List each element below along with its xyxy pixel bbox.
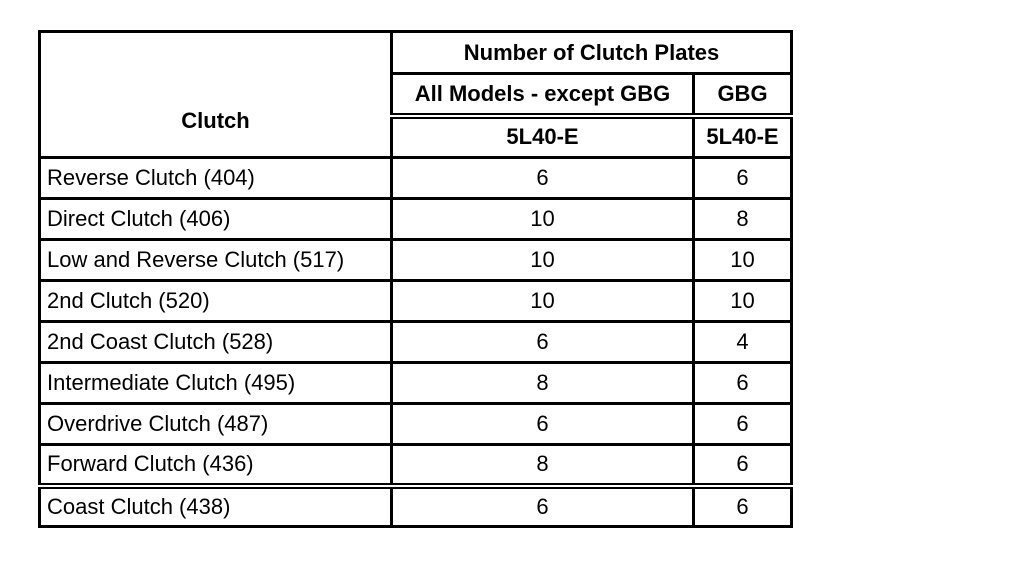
table-row (40, 404, 792, 445)
table-row (40, 445, 792, 486)
clutch-name-cell: Intermediate Clutch (495) (40, 363, 392, 404)
clutch-name-cell: Coast Clutch (438) (40, 486, 392, 527)
clutch-name-cell: Low and Reverse Clutch (517) (40, 240, 392, 281)
table-row (40, 322, 792, 363)
clutch-plates-table (38, 30, 793, 528)
all-models-value-cell: 10 (392, 199, 694, 240)
all-models-transmission-header: 5L40-E (392, 116, 694, 158)
table-row (40, 281, 792, 322)
table-row (40, 363, 792, 404)
table-body (40, 158, 792, 527)
all-models-column-header: All Models - except GBG (392, 74, 694, 116)
all-models-value-cell: 8 (392, 445, 694, 486)
clutch-name-cell: 2nd Clutch (520) (40, 281, 392, 322)
clutch-name-cell: Reverse Clutch (404) (40, 158, 392, 199)
gbg-value-cell: 6 (694, 363, 792, 404)
table-row (40, 240, 792, 281)
gbg-value-cell: 10 (694, 240, 792, 281)
gbg-value-cell: 6 (694, 445, 792, 486)
table-header (40, 32, 792, 158)
header-row-1 (40, 32, 792, 74)
all-models-value-cell: 10 (392, 281, 694, 322)
clutch-column-header: Clutch (40, 32, 392, 158)
clutch-name-cell: Overdrive Clutch (487) (40, 404, 392, 445)
clutch-name-cell: Direct Clutch (406) (40, 199, 392, 240)
all-models-value-cell: 8 (392, 363, 694, 404)
gbg-value-cell: 10 (694, 281, 792, 322)
gbg-value-cell: 4 (694, 322, 792, 363)
table-row (40, 158, 792, 199)
all-models-value-cell: 6 (392, 404, 694, 445)
gbg-value-cell: 6 (694, 404, 792, 445)
clutch-name-cell: Forward Clutch (436) (40, 445, 392, 486)
gbg-value-cell: 6 (694, 486, 792, 527)
gbg-value-cell: 6 (694, 158, 792, 199)
clutch-name-cell: 2nd Coast Clutch (528) (40, 322, 392, 363)
plates-group-header: Number of Clutch Plates (392, 32, 792, 74)
gbg-column-header: GBG (694, 74, 792, 116)
all-models-value-cell: 6 (392, 486, 694, 527)
gbg-transmission-header: 5L40-E (694, 116, 792, 158)
table-row (40, 486, 792, 527)
all-models-value-cell: 6 (392, 322, 694, 363)
table-row (40, 199, 792, 240)
gbg-value-cell: 8 (694, 199, 792, 240)
all-models-value-cell: 6 (392, 158, 694, 199)
all-models-value-cell: 10 (392, 240, 694, 281)
